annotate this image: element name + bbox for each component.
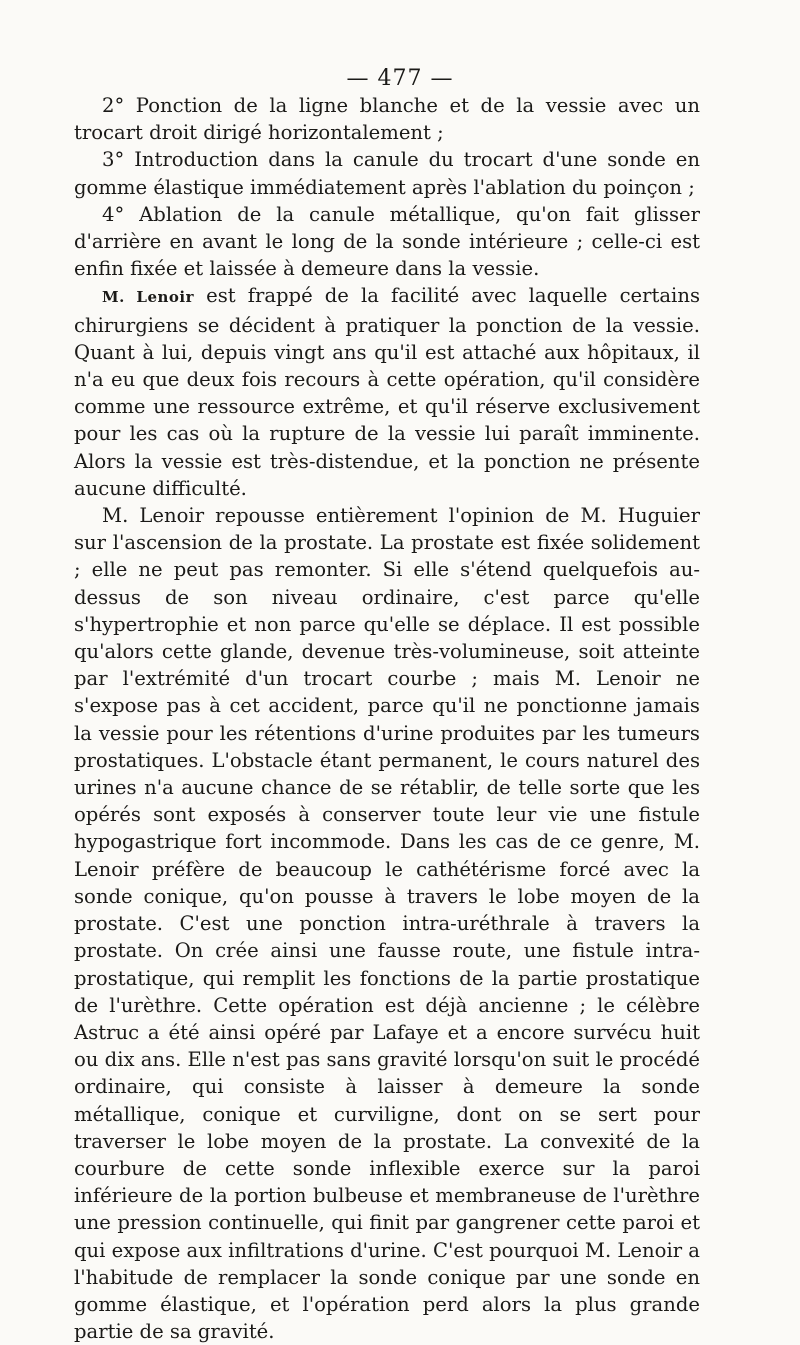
paragraph-step-3: 3° Introduction dans la canule du trocart d'une sonde en gomme élastique immédiatement après l'ablation du poinçon ; (74, 148, 700, 199)
paragraph-step-2: 2° Ponction de la ligne blanche et de la vessie avec un trocart droit dirigé horizontalement ; (74, 94, 700, 145)
paragraph-step-4: 4° Ablation de la canule métallique, qu'on fait glisser d'arrière en avant le long de la sonde intérieure ; celle-ci est enfin fixée et laissée à demeure dans la vessie. (74, 202, 700, 281)
body-text (74, 92, 700, 1345)
paragraph-prostate-discussion: M. Lenoir repousse entièrement l'opinion de M. Huguier sur l'ascension de la prostate. La prostate est fixée solidement ; elle ne peut pas remonter. Si elle s'étend quelquefois au-dessus de son niveau ordinaire, c'est parce qu'elle s'hypertrophie et non parce qu'elle se déplace. Il est possible qu'alors cette glande, devenue très-volumineuse, soit atteinte par l'extrémité d'un trocart courbe ; mais M. Lenoir ne s'expose pas à cet accident, parce qu'il ne ponctionne jamais la vessie pour les rétentions d'urine produites par les tumeurs prostatiques. L'obstacle étant permanent, le cours naturel des urines n'a aucune chance de se rétablir, de telle sorte que les opérés sont exposés à conserver toute leur vie une fistule hypogastrique fort incommode. Dans les cas de ce genre, M. Lenoir préfère de beaucoup le cathétérisme forcé avec la sonde conique, qu'on pousse à travers le lobe moyen de la prostate. C'est une ponction intra-uréthrale à travers la prostate. On crée ainsi une fausse route, une fistule intra-prostatique, qui remplit les fonctions de la partie prostatique de l'urèthre. Cette opération est déjà ancienne ; le célèbre Astruc a été ainsi opéré par Lafaye et a encore survécu huit ou dix ans. Elle n'est pas sans gravité lorsqu'on suit le procédé ordinaire, qui consiste à laisser à demeure la sonde métallique, conique et curviligne, dont on se sert pour traverser le lobe moyen de la prostate. La convexité de la courbure de cette sonde inflexible exerce sur la paroi inférieure de la portion bulbeuse et membraneuse de l'urèthre une pression continuelle, qui finit par gangrener cette paroi et qui expose aux infiltrations d'urine. C'est pourquoi M. Lenoir a l'habitude de remplacer la sonde conique par une sonde en gomme élastique, et l'opération perd alors la plus grande partie de sa gravité. (74, 504, 700, 1344)
paragraph-lenoir-opinion (74, 282, 700, 502)
author-name: M. Lenoir (102, 288, 195, 307)
paragraph-lenoir-text: est frappé de la facilité avec laquelle certains chirurgiens se décident à pratiquer la ponction de la vessie. Quant à lui, depuis vingt ans qu'il est attaché aux hôpitaux, il n'a eu que deux fois recours à cette opération, qu'il considère comme une ressource extrême, et qu'il réserve exclusivement pour les cas où la rupture de la vessie lui paraît imminente. Alors la vessie est très-distendue, et la ponction ne présente aucune difficulté. (74, 284, 701, 500)
page-number: — 477 — (346, 66, 454, 91)
